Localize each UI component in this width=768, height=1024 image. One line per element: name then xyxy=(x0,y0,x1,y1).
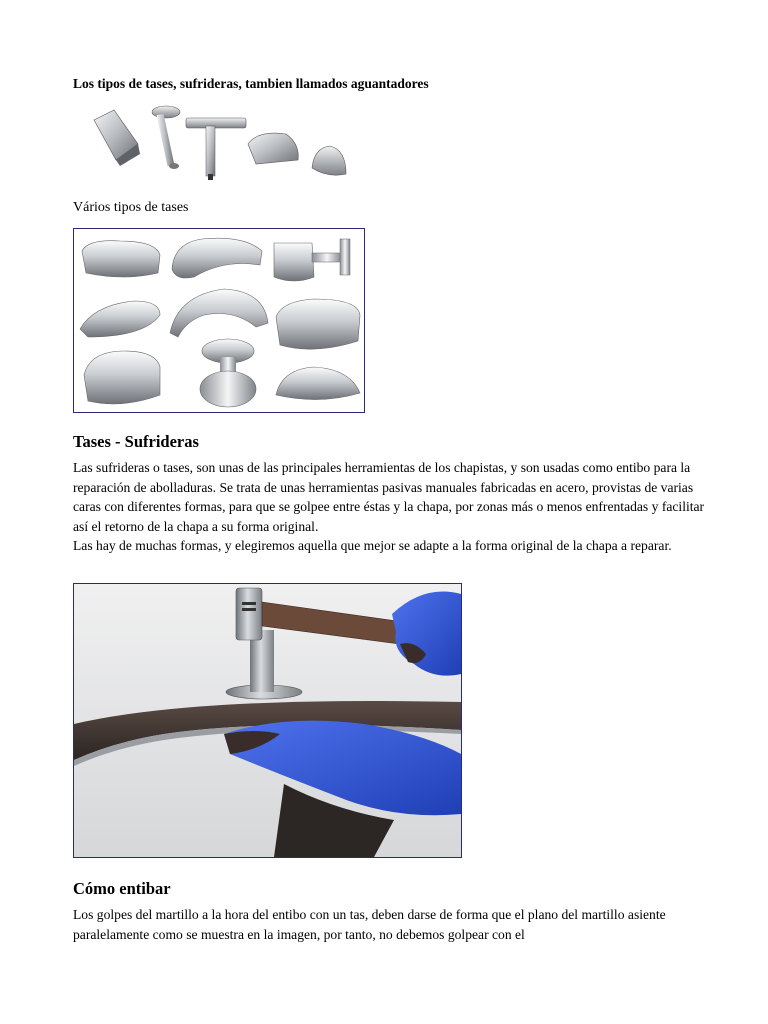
tase-9 xyxy=(276,367,360,400)
tase-7 xyxy=(84,351,160,404)
hammer-head xyxy=(236,588,262,640)
tool-t-tase xyxy=(186,118,246,180)
paragraph-tases-1: Las sufrideras o tases, son unas de las principales herramientas de los chapistas, y son usadas como entibo para la reparación de abolladuras. Se trata de unas herramientas pasivas manuales fabricadas en acero, provistas de varias caras con diferentes formas, para que se golpee entre éstas y la chapa, por zonas más o menos enfrentadas y facilitar así el retorno de la chapa a su forma original. xyxy=(73,460,705,534)
tool-wedge-tase xyxy=(248,133,298,164)
paragraph-entibar: Los golpes del martillo a la hora del entibo con un tas, deben darse de forma que el plano del martillo asiente paralelamente como se muestra en la imagen, por tanto, no debemos golpear con el xyxy=(73,907,666,942)
tase-3 xyxy=(274,243,314,281)
tase-3-handle xyxy=(312,253,342,262)
tase-2 xyxy=(172,238,262,278)
tase-6 xyxy=(276,299,360,349)
section-body-tases xyxy=(73,458,705,556)
tase-4 xyxy=(80,301,160,337)
intro-heading: Los tipos de tases, sufrideras, tambien llamados aguantadores xyxy=(73,76,429,91)
tool-hammer-tase xyxy=(152,106,180,169)
tases-grid-image xyxy=(73,228,365,413)
tase-8-base xyxy=(200,371,256,407)
hammer-tase-photo xyxy=(73,583,462,858)
tools-strip-image xyxy=(88,104,353,186)
section-title-entibar: Cómo entibar xyxy=(73,879,171,898)
tool-dome-tase xyxy=(312,146,346,175)
section-title-tases: Tases - Sufrideras xyxy=(73,432,199,451)
tase-5 xyxy=(170,289,268,337)
tase-1 xyxy=(82,241,160,277)
paragraph-tases-2: Las hay de muchas formas, y elegiremos aquella que mejor se adapte a la forma original de la chapa a reparar. xyxy=(73,538,672,553)
tases-caption: Vários tipos de tases xyxy=(73,200,189,215)
tool-block-tase xyxy=(94,110,140,166)
